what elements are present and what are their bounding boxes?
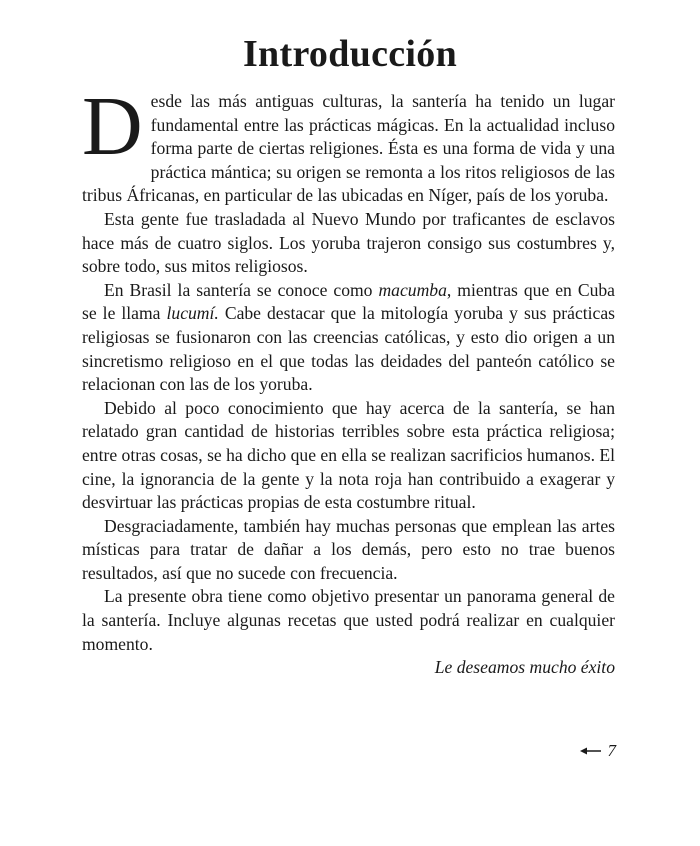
closing-line: Le deseamos mucho éxito: [434, 657, 615, 678]
page-title: Introducción: [242, 33, 458, 75]
paragraph-3: [82, 279, 615, 397]
body-text: [82, 80, 615, 680]
left-arrow-icon: [580, 746, 602, 756]
paragraph-6: La presente obra tiene como objetivo presentar un panorama general de la santería. Incluye algunas recetas que usted podrá realizar en cualquier momento.: [82, 586, 615, 654]
page-footer: [580, 741, 617, 761]
paragraph-3-text-b: , mientras que en Cuba se le llama: [82, 279, 615, 324]
paragraph-5: Desgraciadamente, también hay muchas personas que emplean las artes místicas para tratar de dañar a los demás, pero esto no trae buenos resultados, así que no sucede con frecuencia.: [82, 515, 615, 583]
paragraph-2: Esta gente fue trasladada al Nuevo Mundo por traficantes de esclavos hace más de cuatro siglos. Los yoruba trajeron consigo sus costumbres y, sobre todo, sus mitos religiosos.: [82, 208, 615, 277]
paragraph-3-text-a: En Brasil la santería se conoce como: [104, 279, 379, 300]
term-lucumi: lucumí.: [166, 303, 219, 324]
page-number: 7: [607, 741, 616, 760]
paragraph-3-text-c: Cabe destacar que la mitología yoruba y sus prácticas religiosas se fusionaron con las creencias católicas, y esto dio origen a un sincretismo religioso en el que todas las deidades del panteón católico se relacionan con las de los yoruba.: [82, 303, 615, 395]
paragraph-4: Debido al poco conocimiento que hay acerca de la santería, se han relatado gran cantidad de historias terribles sobre esta práctica religiosa; entre otras cosas, se ha dicho que en ella se realizan sacrificios humanos. El cine, la ignorancia de la gente y la nota roja han contribuido a exagerar y desvirtuar las prácticas propias de esta costumbre ritual.: [82, 397, 615, 513]
paragraph-1: [82, 80, 615, 208]
paragraph-1-text: esde las más antiguas culturas, la santería ha tenido un lugar fundamental entre las prácticas mágicas. En la actualidad incluso forma parte de ciertas religiones. Ésta es una forma de vida y una práctica mántica; su origen se remonta a los ritos religiosos de las tribus Áfricanas, en particular de las ubicadas en Níger, país de los yoruba.: [82, 91, 615, 206]
term-macumba: macumba: [378, 279, 447, 300]
drop-cap: D: [82, 80, 143, 173]
